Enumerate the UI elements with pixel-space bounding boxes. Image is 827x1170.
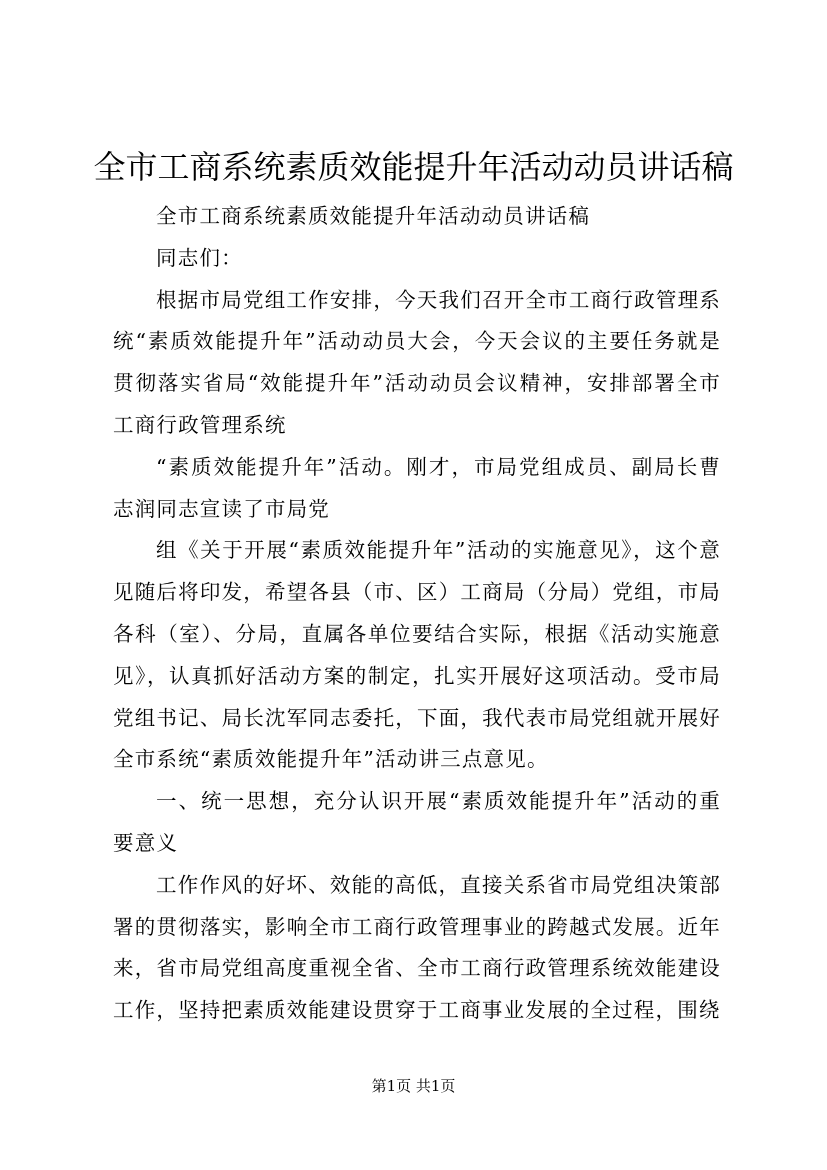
page-footer: 第1页 共1页 [371,1077,456,1095]
paragraph: 组《关于开展“素质效能提升年”活动的实施意见》，这个意见随后将印发，希望各县（市、区）工商局（分局）党组，市局各科（室）、分局，直属各单位要结合实际，根据《活动实施意见》，认真抓好活动方案的制定，扎实开展好这项活动。受市局党组书记、局长沈军同志委托，下面，我代表市局党组就开展好全市系统“素质效能提升年”活动讲三点意见。 [113,538,721,772]
paragraph: 根据市局党组工作安排，今天我们召开全市工商行政管理系统“素质效能提升年”活动动员大会，今天会议的主要任务就是贯彻落实省局“效能提升年”活动动员会议精神，安排部署全市工商行政管理系统 [113,287,721,437]
document-title: 全市工商系统素质效能提升年活动动员讲话稿 [93,148,734,186]
document-body [113,196,721,1032]
paragraph-subtitle: 全市工商系统素质效能提升年活动动员讲话稿 [156,204,591,228]
paragraph: “素质效能提升年”活动。刚才，市局党组成员、副局长曹志润同志宣读了市局党 [113,454,721,521]
paragraph-salutation: 同志们： [156,245,243,270]
paragraph: 工作作风的好坏、效能的高低，直接关系省市局党组决策部署的贯彻落实，影响全市工商行政管理事业的跨越式发展。近年来，省市局党组高度重视全省、全市工商行政管理系统效能建设工作，坚持把素质效能建设贯穿于工商事业发展的全过程，围绕 [113,872,721,1023]
section-heading: 一、统一思想，充分认识开展“素质效能提升年”活动的重要意义 [113,789,721,855]
